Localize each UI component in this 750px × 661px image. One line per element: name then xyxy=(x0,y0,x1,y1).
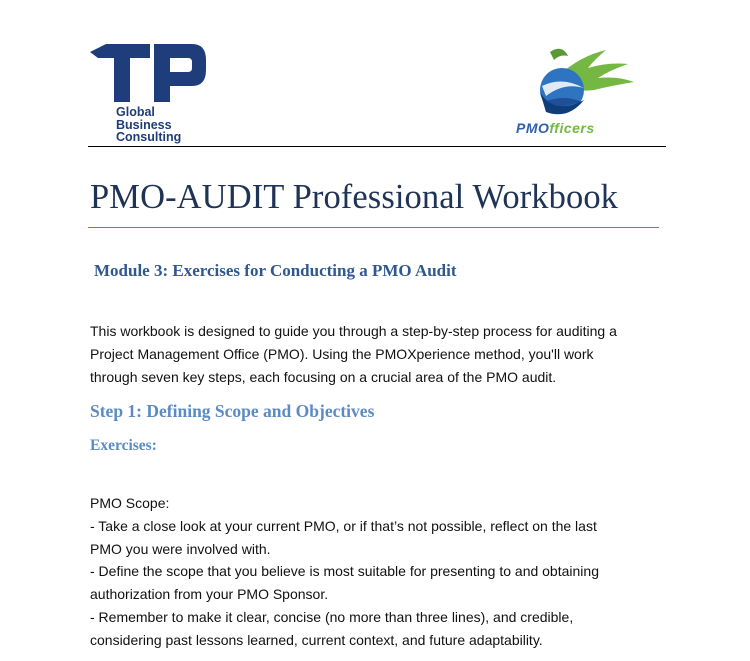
intro-line: Project Management Office (PMO). Using the PMOXperience method, you'll work xyxy=(90,345,594,362)
tp-monogram-icon xyxy=(88,44,208,106)
step-1-heading: Step 1: Defining Scope and Objectives xyxy=(90,401,375,421)
module-heading: Module 3: Exercises for Conducting a PMO Audit xyxy=(94,261,457,280)
scope-line: PMO Scope: xyxy=(90,495,170,511)
intro-line: This workbook is designed to guide you through a step-by-step process for auditing a xyxy=(90,323,617,339)
pmofficers-wordmark xyxy=(516,120,595,136)
title-underline xyxy=(88,227,659,228)
intro-line: through seven key steps, each focusing on a crucial area of the PMO audit. xyxy=(90,368,557,385)
logo-left-line-2: Business xyxy=(116,117,172,132)
wordmark-pmo: PMO xyxy=(516,120,550,136)
logo-left-line-3: Consulting xyxy=(116,130,182,144)
scope-line: PMO you were involved with. xyxy=(90,540,271,557)
scope-line: - Remember to make it clear, concise (no more than three lines), and credible, xyxy=(90,608,574,625)
pmofficers-logo xyxy=(510,46,655,142)
global-business-consulting-logo xyxy=(88,44,208,144)
logo-left-line-1: Global xyxy=(116,105,155,119)
intro-paragraph xyxy=(90,320,670,388)
page-title: PMO-AUDIT Professional Workbook xyxy=(90,178,619,216)
scope-line: - Define the scope that you believe is most suitable for presenting to and obtaining xyxy=(90,563,599,580)
logo-left-text xyxy=(116,106,181,144)
pmo-scope-paragraph xyxy=(90,492,670,652)
header-divider xyxy=(88,146,666,147)
scope-line: authorization from your PMO Sponsor. xyxy=(90,586,329,603)
scope-line: considering past lessons learned, current context, and future adaptability. xyxy=(90,631,543,648)
exercises-heading: Exercises: xyxy=(90,437,157,454)
scope-line: - Take a close look at your current PMO, or if that’s not possible, reflect on the last xyxy=(90,517,597,534)
globe-wings-icon xyxy=(510,46,655,122)
wordmark-fficers: fficers xyxy=(549,120,595,136)
